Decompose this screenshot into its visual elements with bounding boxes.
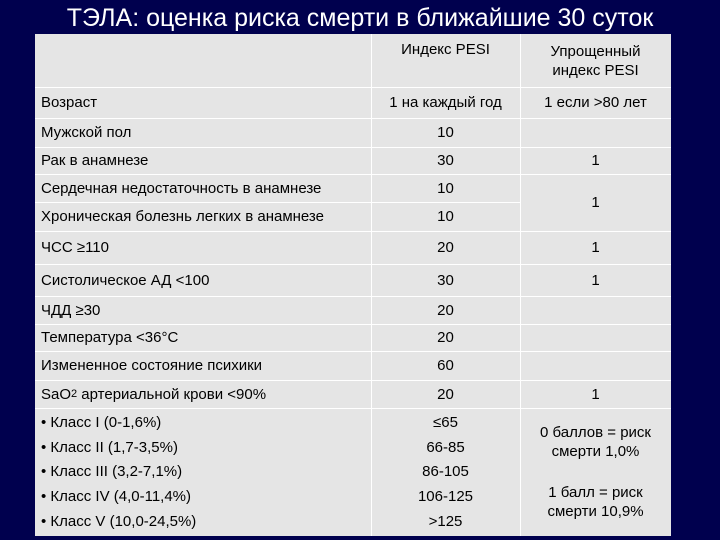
row-pesi-cancer: 30 [437,152,454,169]
row-pesi-temperature: 20 [437,329,454,346]
row-simplified-heart-rate: 1 [591,239,600,256]
row-pesi-mental-status: 60 [437,357,454,374]
row-simplified-systolic-bp: 1 [591,271,600,289]
row-pesi-lung-disease: 10 [437,208,454,225]
row-pesi-resp-rate: 20 [437,301,454,319]
class-item: • Класс II (1,7-3,5%) [41,438,178,456]
row-label-mental-status: Измененное состояние психики [41,357,263,374]
class-item: • Класс I (0-1,6%) [41,413,162,431]
pesi-ranges-list [371,408,520,536]
class-item: • Класс III (3,2-7,1%) [41,463,183,481]
row-pesi-heart-failure: 10 [437,179,454,197]
row-label-systolic-bp: Систолическое АД <100 [41,271,210,289]
row-label-heart-failure: Сердечная недостаточность в анамнезе [41,179,322,197]
pesi-range: >125 [428,513,463,531]
row-simplified-male [520,118,671,147]
row-label-cancer: Рак в анамнезе [41,152,149,169]
row-simplified-resp-rate [520,296,671,324]
header-pesi: Индекс PESI [401,40,490,58]
row-pesi-age: 1 на каждый год [389,94,502,111]
class-item: • Класс IV (4,0-11,4%) [41,488,192,506]
pesi-range: 86-105 [422,463,469,481]
row-simplified-temperature [520,324,671,351]
risk-table [35,34,671,536]
slide-title: ТЭЛА: оценка риска смерти в ближайшие 30 суток [66,4,654,32]
row-label-age: Возраст [41,94,98,111]
row-label-lung-disease: Хроническая болезнь легких в анамнезе [41,208,324,225]
row-simplified-cancer: 1 [591,152,600,169]
simplified-risk-list [520,408,671,536]
risk-classes-list [35,408,371,536]
row-label-sao2: SaO 2 артериальной крови <90% [41,385,267,403]
row-pesi-sao2: 20 [437,385,454,403]
row-label-temperature: Температура <36°С [41,329,179,346]
class-item: • Класс V (10,0-24,5%) [41,513,197,531]
pesi-range: 66-85 [426,438,465,456]
simplified-risk-0: 0 баллов = риск смерти 1,0% [540,424,651,460]
simplified-risk-1: 1 балл = риск смерти 10,9% [547,484,644,520]
row-pesi-heart-rate: 20 [437,239,454,256]
header-simplified-pesi: Упрощенный индекс PESI [550,42,641,79]
pesi-range: ≤65 [433,413,458,431]
row-label-heart-rate: ЧСС ≥110 [41,239,109,256]
row-label-male: Мужской пол [41,124,132,141]
row-label-resp-rate: ЧДД ≥30 [41,301,101,319]
row-simplified-age: 1 если >80 лет [544,94,647,111]
row-pesi-male: 10 [437,124,454,141]
row-simplified-sao2: 1 [591,385,600,403]
pesi-range: 106-125 [417,488,474,506]
row-simplified-heart-lung: 1 [591,194,600,211]
row-pesi-systolic-bp: 30 [437,271,454,289]
row-simplified-mental-status [520,351,671,380]
